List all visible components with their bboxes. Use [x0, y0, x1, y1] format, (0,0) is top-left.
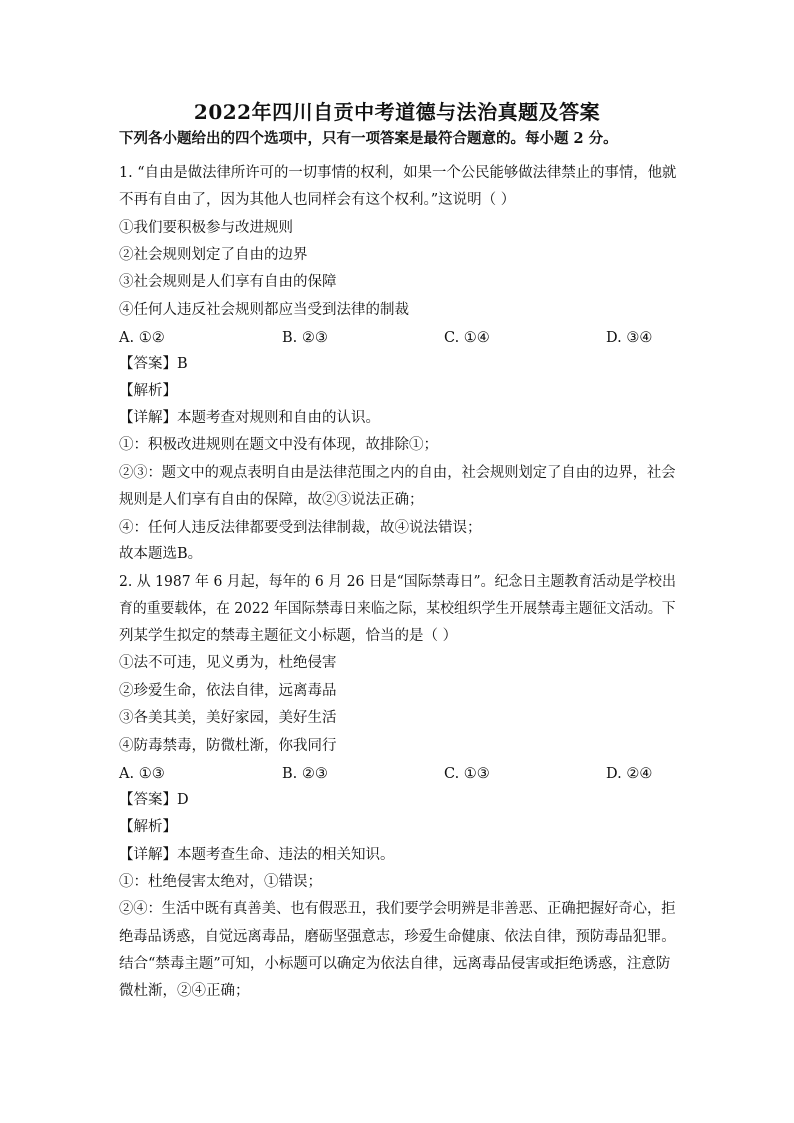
q1-stem-line1: 1. “自由是做法律所许可的一切事情的权利，如果一个公民能够做法律禁止的事情，他就 [119, 165, 677, 181]
q2-item-3: ③各美其美，美好家园，美好生活 [119, 710, 337, 726]
q1-item-3: ③社会规则是人们享有自由的保障 [119, 274, 337, 290]
q1-explain-2b: 规则是人们享有自由的保障，故②③说法正确； [119, 492, 424, 508]
q2-item-2: ②珍爱生命，依法自律，远离毒品 [119, 683, 337, 699]
q2-answer: 【答案】D [119, 792, 189, 808]
q1-option-c: C. ①④ [444, 330, 490, 346]
q2-option-a: A. ①③ [119, 766, 165, 782]
q2-explain-2c: 结合“禁毒主题”可知，小标题可以确定为依法自律，远离毒品侵害或拒绝诱惑，注意防 [119, 956, 671, 972]
q2-option-c: C. ①③ [444, 766, 490, 782]
q1-explain-3: ④：任何人违反法律都要受到法律制裁，故④说法错误； [119, 520, 482, 536]
section-instruction: 下列各小题给出的四个选项中，只有一项答案是最符合题意的。每小题 2 分。 [119, 130, 618, 147]
q2-explain-2a: ②④：生活中既有真善美、也有假恶丑，我们要学会明辨是非善恶、正确把握好奇心，拒 [119, 901, 676, 917]
q1-detail: 【详解】本题考查对规则和自由的认识。 [119, 410, 380, 426]
page-title: 2022年四川自贡中考道德与法治真题及答案 [193, 100, 601, 124]
q2-item-4: ④防毒禁毒，防微杜渐，你我同行 [119, 738, 337, 754]
q2-stem-line1: 2. 从 1987 年 6 月起，每年的 6 月 26 日是“国际禁毒日”。纪念日主题教育活动是学校出 [119, 574, 676, 590]
q2-analysis-heading: 【解析】 [119, 819, 177, 835]
q1-option-d: D. ③④ [606, 330, 653, 346]
q1-conclusion: 故本题选B。 [119, 546, 203, 562]
q2-explain-2d: 微杜渐，②④正确； [119, 983, 250, 999]
q2-stem-line3: 列某学生拟定的禁毒主题征文小标题，恰当的是（ ） [119, 628, 458, 644]
q1-stem-line2: 不再有自由了，因为其他人也同样会有这个权利。”这说明（ ） [119, 192, 516, 208]
q2-option-b: B. ②③ [282, 766, 328, 782]
q1-option-b: B. ②③ [282, 330, 328, 346]
q1-option-a: A. ①② [119, 330, 165, 346]
q1-explain-2a: ②③：题文中的观点表明自由是法律范围之内的自由，社会规则划定了自由的边界，社会 [119, 465, 676, 481]
q1-analysis-heading: 【解析】 [119, 383, 177, 399]
q1-item-1: ①我们要积极参与改进规则 [119, 220, 293, 236]
q1-explain-1: ①：积极改进规则在题文中没有体现，故排除①； [119, 437, 438, 453]
q1-item-2: ②社会规则划定了自由的边界 [119, 247, 308, 263]
q1-item-4: ④任何人违反社会规则都应当受到法律的制裁 [119, 302, 409, 318]
q2-item-1: ①法不可违，见义勇为，杜绝侵害 [119, 655, 337, 671]
q1-answer: 【答案】B [119, 356, 188, 372]
q2-stem-line2: 育的重要载体，在 2022 年国际禁毒日来临之际，某校组织学生开展禁毒主题征文活动。下 [119, 601, 676, 617]
q2-explain-1: ①：杜绝侵害太绝对，①错误； [119, 874, 322, 890]
q2-explain-2b: 绝毒品诱惑，自觉远离毒品，磨砺坚强意志，珍爱生命健康、依法自律，预防毒品犯罪。 [119, 929, 676, 945]
q2-option-d: D. ②④ [606, 766, 653, 782]
q2-detail: 【详解】本题考查生命、违法的相关知识。 [119, 847, 395, 863]
